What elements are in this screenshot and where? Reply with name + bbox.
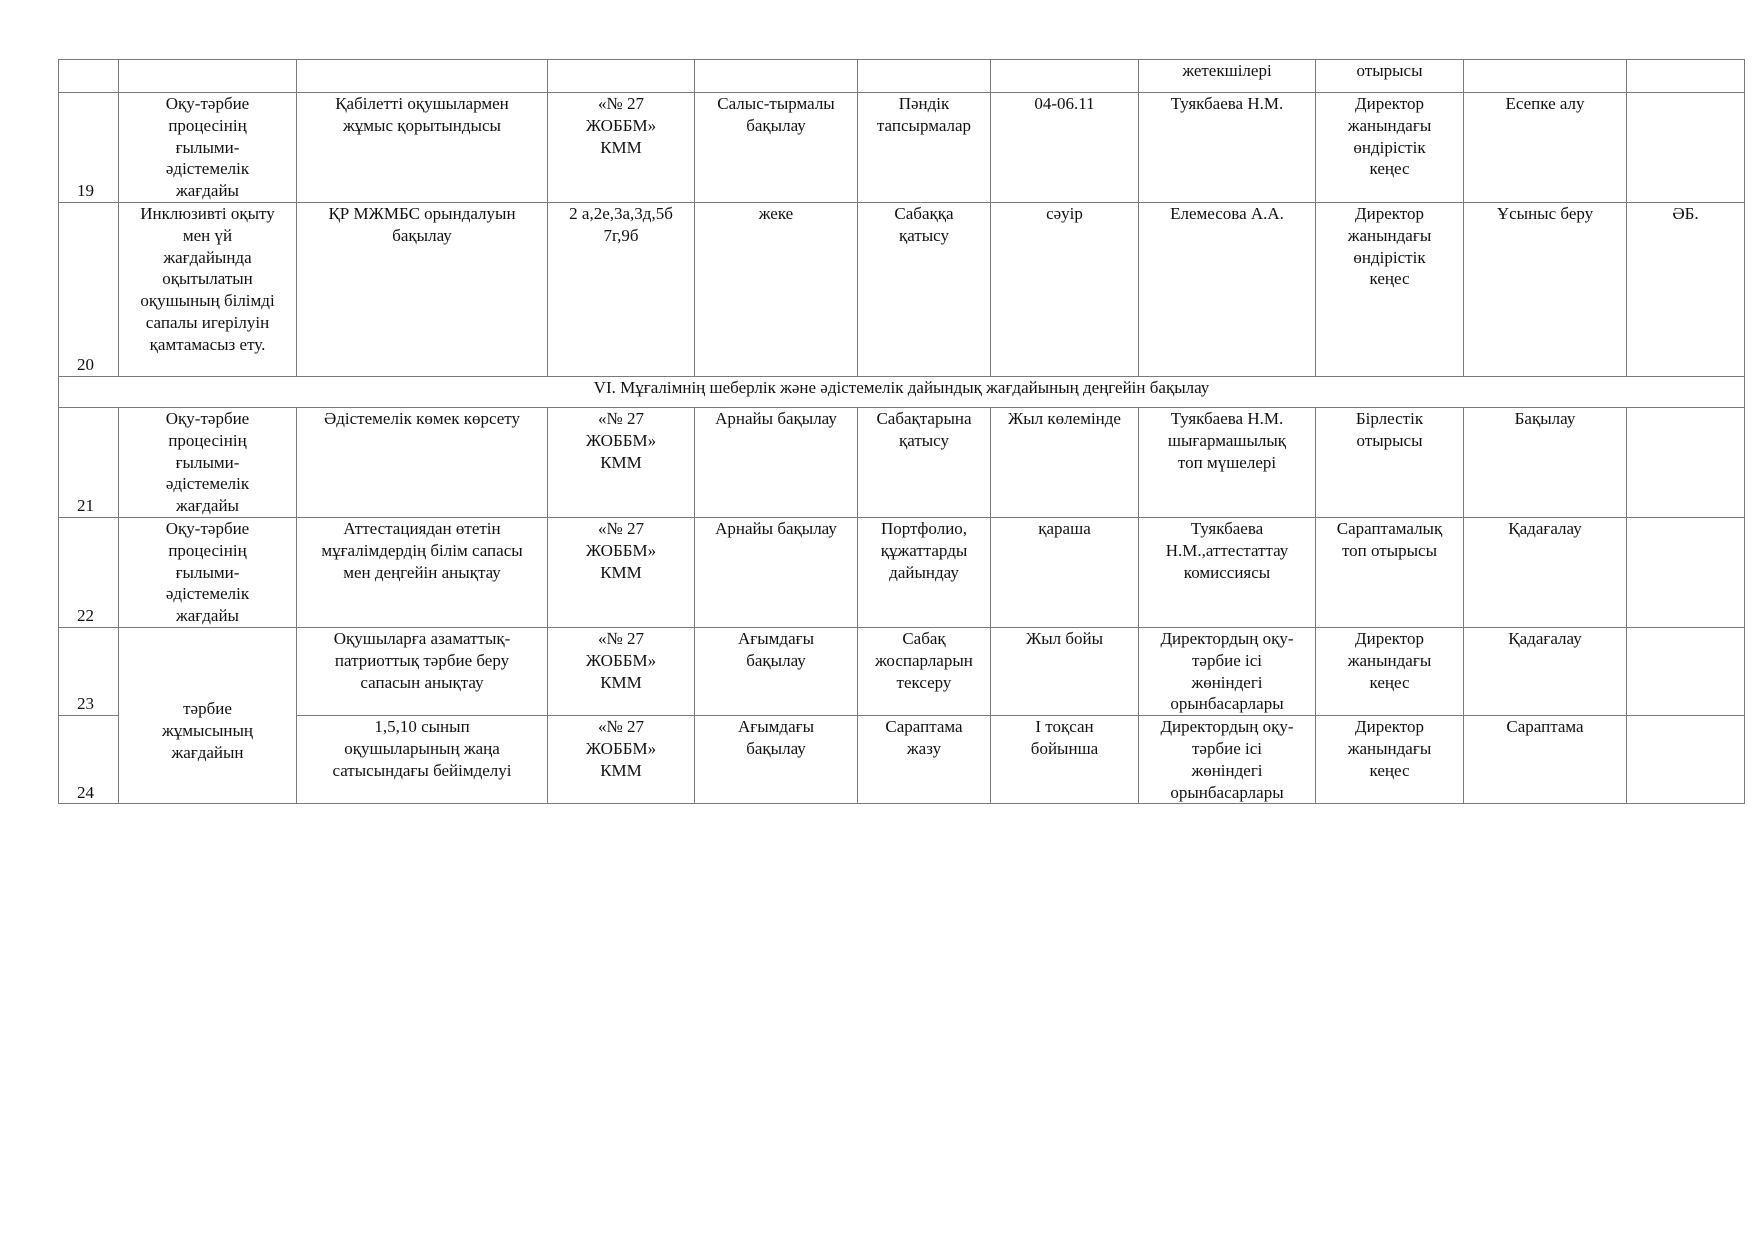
cell-review-place: Директор жанындағы өндірістік кеңес: [1316, 93, 1464, 203]
cell-review-place: Бірлестік отырысы: [1316, 407, 1464, 517]
cell-area: Оқу-тәрбие процесінің ғылыми- әдістемелік жағдайы: [119, 517, 297, 627]
cell-responsible: Директордың оқу- тәрбие ісі жөніндегі орынбасарлары: [1139, 627, 1316, 715]
cell-note: [1627, 60, 1745, 93]
control-plan-table: [58, 59, 1745, 804]
cell-method: [858, 60, 991, 93]
table-row: [59, 716, 1745, 804]
row-number: 22: [59, 517, 119, 627]
cell-deadline: 04-06.11: [991, 93, 1139, 203]
cell-area: тәрбие жұмысының жағдайын: [119, 627, 297, 803]
cell-method: Сараптама жазу: [858, 716, 991, 804]
cell-decision: Сараптама: [1464, 716, 1627, 804]
cell-review-place: Сараптамалық топ отырысы: [1316, 517, 1464, 627]
row-number: 19: [59, 93, 119, 203]
cell-note: [1627, 517, 1745, 627]
cell-topic: Аттестациядан өтетін мұғалімдердің білім сапасы мен деңгейін анықтау: [297, 517, 548, 627]
row-number: 24: [59, 716, 119, 804]
cell-control-type: Арнайы бақылау: [695, 407, 858, 517]
section-header-row: [59, 376, 1745, 407]
cell-topic: ҚР МЖМБС орындалуын бақылау: [297, 202, 548, 376]
cell-decision: Ұсыныс беру: [1464, 202, 1627, 376]
cell-responsible: жетекшілері: [1139, 60, 1316, 93]
cell-deadline: сәуір: [991, 202, 1139, 376]
cell-note: [1627, 627, 1745, 715]
cell-object: «№ 27 ЖОББМ» КММ: [548, 93, 695, 203]
cell-decision: Қадағалау: [1464, 627, 1627, 715]
cell-object: «№ 27 ЖОББМ» КММ: [548, 716, 695, 804]
row-number: 20: [59, 202, 119, 376]
cell-responsible: Директордың оқу- тәрбие ісі жөніндегі орынбасарлары: [1139, 716, 1316, 804]
cell-responsible: Елемесова А.А.: [1139, 202, 1316, 376]
cell-decision: Бақылау: [1464, 407, 1627, 517]
cell-topic: Қабілетті оқушылармен жұмыс қорытындысы: [297, 93, 548, 203]
row-number: [59, 60, 119, 93]
cell-control-type: Салыс-тырмалы бақылау: [695, 93, 858, 203]
cell-responsible: Туякбаева Н.М.: [1139, 93, 1316, 203]
cell-decision: [1464, 60, 1627, 93]
cell-review-place: Директор жанындағы өндірістік кеңес: [1316, 202, 1464, 376]
cell-note: [1627, 407, 1745, 517]
cell-deadline: қараша: [991, 517, 1139, 627]
row-number: 23: [59, 627, 119, 715]
cell-topic: Оқушыларға азаматтық- патриоттық тәрбие беру сапасын анықтау: [297, 627, 548, 715]
cell-deadline: І тоқсан бойынша: [991, 716, 1139, 804]
cell-responsible: Туякбаева Н.М.,аттестаттау комиссиясы: [1139, 517, 1316, 627]
cell-note: [1627, 716, 1745, 804]
cell-review-place: Директор жанындағы кеңес: [1316, 716, 1464, 804]
cell-object: [548, 60, 695, 93]
cell-topic: [297, 60, 548, 93]
cell-method: Портфолио, құжаттарды дайындау: [858, 517, 991, 627]
cell-decision: Есепке алу: [1464, 93, 1627, 203]
table-row: [59, 407, 1745, 517]
cell-object: «№ 27 ЖОББМ» КММ: [548, 517, 695, 627]
cell-object: «№ 27 ЖОББМ» КММ: [548, 627, 695, 715]
cell-method: Сабақтарына қатысу: [858, 407, 991, 517]
table-row: [59, 60, 1745, 93]
cell-control-type: Ағымдағы бақылау: [695, 716, 858, 804]
table-row: [59, 517, 1745, 627]
cell-note: ӘБ.: [1627, 202, 1745, 376]
section-title: VI. Мұғалімнің шеберлік және әдістемелік дайындық жағдайының деңгейін бақылау: [59, 376, 1745, 407]
cell-deadline: Жыл бойы: [991, 627, 1139, 715]
cell-note: [1627, 93, 1745, 203]
cell-responsible: Туякбаева Н.М. шығармашылық топ мүшелері: [1139, 407, 1316, 517]
cell-control-type: жеке: [695, 202, 858, 376]
cell-area: [119, 60, 297, 93]
row-number: 21: [59, 407, 119, 517]
cell-control-type: Ағымдағы бақылау: [695, 627, 858, 715]
cell-deadline: [991, 60, 1139, 93]
cell-method: Сабақ жоспарларын тексеру: [858, 627, 991, 715]
cell-area: Оқу-тәрбие процесінің ғылыми- әдістемелік жағдайы: [119, 93, 297, 203]
cell-decision: Қадағалау: [1464, 517, 1627, 627]
table-row: [59, 93, 1745, 203]
cell-area: Инклюзивті оқыту мен үй жағдайында оқытылатын оқушының білімді сапалы игерілуін қамтамасыз ету.: [119, 202, 297, 376]
cell-object: 2 а,2е,3а,3д,5б 7г,9б: [548, 202, 695, 376]
cell-method: Пәндік тапсырмалар: [858, 93, 991, 203]
cell-method: Сабаққа қатысу: [858, 202, 991, 376]
cell-review-place: отырысы: [1316, 60, 1464, 93]
cell-control-type: [695, 60, 858, 93]
cell-topic: 1,5,10 сынып оқушыларының жаңа сатысындағы бейімделуі: [297, 716, 548, 804]
table-row: [59, 627, 1745, 715]
cell-review-place: Директор жанындағы кеңес: [1316, 627, 1464, 715]
cell-deadline: Жыл көлемінде: [991, 407, 1139, 517]
cell-topic: Әдістемелік көмек көрсету: [297, 407, 548, 517]
cell-area: Оқу-тәрбие процесінің ғылыми- әдістемелік жағдайы: [119, 407, 297, 517]
table-row: [59, 202, 1745, 376]
cell-control-type: Арнайы бақылау: [695, 517, 858, 627]
cell-object: «№ 27 ЖОББМ» КММ: [548, 407, 695, 517]
